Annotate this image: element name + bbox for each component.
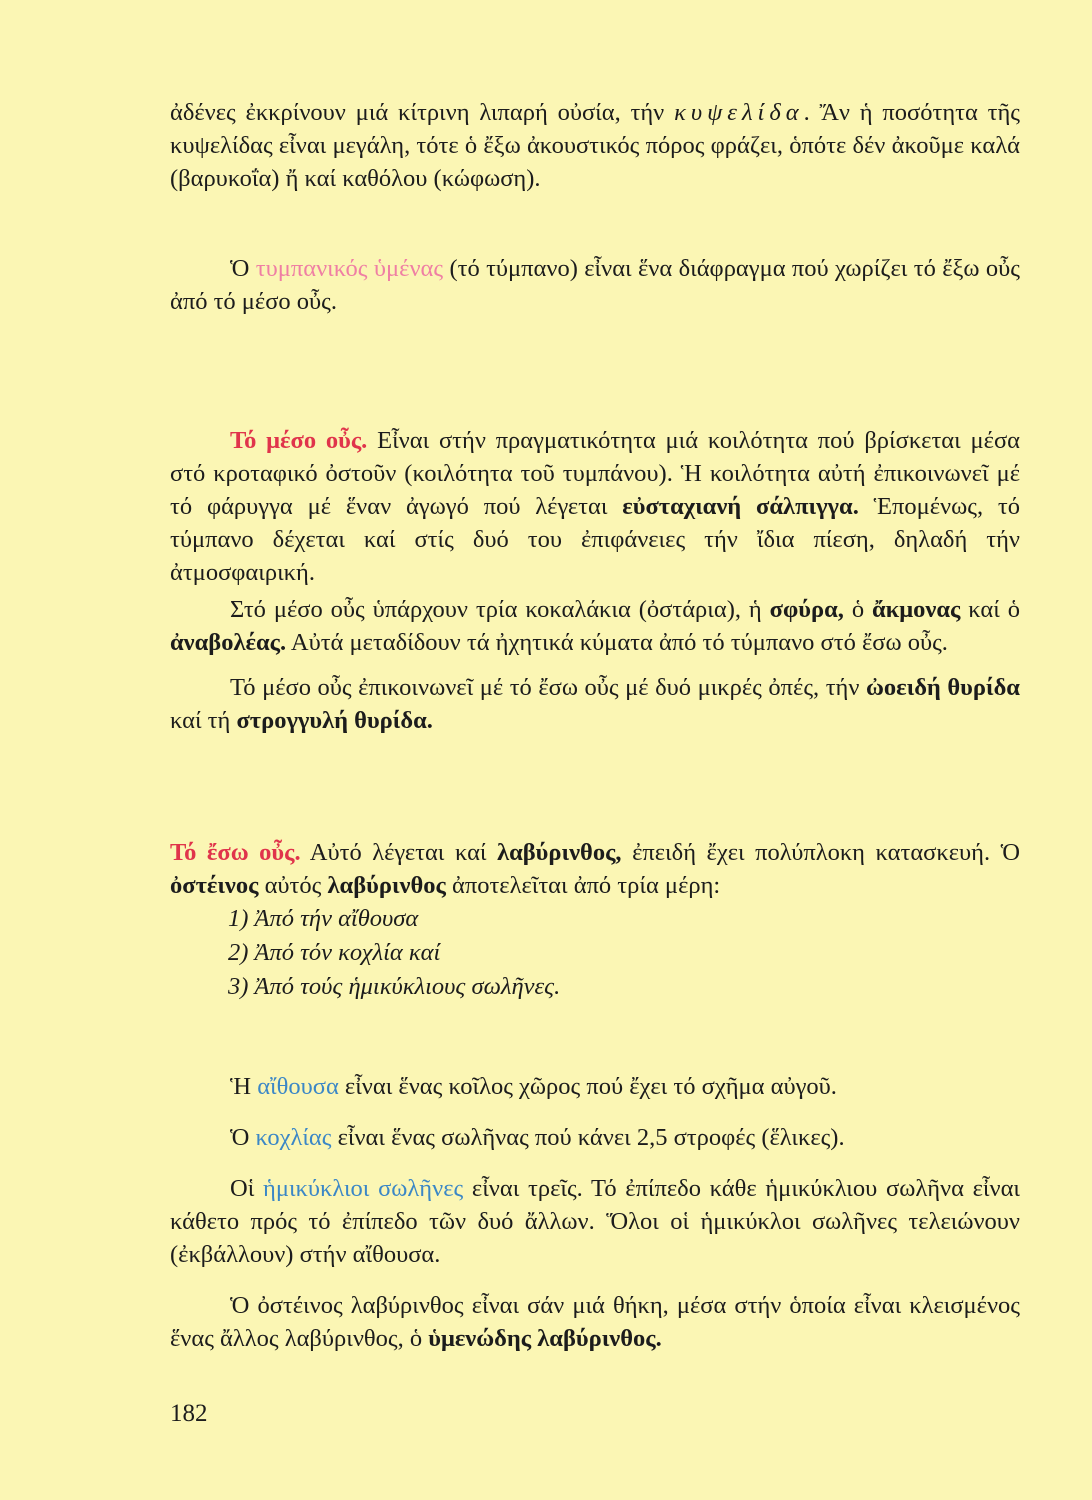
text: Στό μέσο οὖς ὑπάρχουν τρία κοκαλάκια (ὀστάρια), ἡ <box>230 596 762 623</box>
text: εἶναι ἕνας σωλῆνας πού κάνει 2,5 στροφές (ἕλικες). <box>337 1124 845 1151</box>
text: αὐτός <box>264 872 322 899</box>
text: εἶναι τρεῖς. Τό ἐπίπεδο κάθε ἡμικύκλιου σωλῆνα εἶναι κάθετο πρός τό ἐπίπεδο τῶν δυό ἄλλων. Ὅλοι οἱ ἡμικύκλοι σωλῆνες τελειώνουν (ἐκβάλλουν) στήν αἴθουσα. <box>170 1175 1021 1268</box>
text: ὁ <box>851 596 865 623</box>
section-heading-inner-ear: Τό ἔσω οὖς. <box>170 839 301 866</box>
term-oval-window: ὠοειδή θυρίδα <box>865 674 1020 701</box>
text: Ὁ ὀστέινος λαβύρινθος εἶναι σάν μιά θήκη, μέσα στήν ὁποία εἶναι κλεισμένος ἕνας ἄλλος λαβύρινθος, ὁ <box>170 1292 1020 1352</box>
inner-ear-section <box>170 836 1020 1004</box>
term-vestibule: αἴθουσα <box>257 1073 339 1100</box>
text: Ὁ <box>230 255 250 282</box>
text: Οἱ <box>230 1175 255 1202</box>
list-item: 1) Ἀπό τήν αἴθουσα <box>228 905 419 932</box>
term-labyrinth-2: λαβύρινθος <box>327 872 446 899</box>
text: . Ἄν ἡ ποσότητα τῆς κυψελίδας εἶναι μεγάλη, τότε ὁ ἔξω ἀκουστικός πόρος φράζει, ὁπότε δέν ἀκοῦμε καλά (βαρυκοΐα) ἤ καί καθόλου (κώφωση). <box>170 99 1021 192</box>
text: ἀδένες ἐκκρίνουν μιά κίτρινη λιπαρή οὐσία, τήν <box>170 99 665 126</box>
term-cochlea: κοχλίας <box>255 1124 332 1151</box>
term-incus: ἄκμονας <box>871 596 961 623</box>
text: καί ὁ <box>968 596 1021 623</box>
term-eustachian-tube: εὐσταχιανή σάλπιγγα. <box>622 493 859 520</box>
section-heading-middle-ear: Τό μέσο οὖς. <box>230 427 368 454</box>
term-bony: ὀστέινος <box>170 872 259 899</box>
page-number: 182 <box>170 1400 208 1427</box>
middle-ear-section <box>170 424 1020 737</box>
parts-section <box>170 1070 1020 1355</box>
term-malleus: σφύρα, <box>769 596 844 623</box>
outer-ear-paragraph <box>170 96 1020 195</box>
text: καί τή <box>170 707 231 734</box>
text: εἶναι ἕνας κοῖλος χῶρος πού ἔχει τό σχῆμα αὐγοῦ. <box>344 1073 837 1100</box>
term-stapes: ἀναβολέας. <box>170 629 287 656</box>
text: Ὁ <box>230 1124 250 1151</box>
text: Αὐτά μεταδίδουν τά ἠχητικά κύματα ἀπό τό τύμπανο στό ἔσω οὖς. <box>290 629 948 656</box>
labyrinth-parts-list <box>170 902 1020 1004</box>
list-item: 3) Ἀπό τούς ἡμικύκλιους σωλῆνες. <box>228 973 561 1000</box>
text: (τό τύμπανο) εἶναι ἕνα διάφραγμα πού χωρίζει τό ἔξω οὖς ἀπό τό μέσο οὖς. <box>170 255 1020 315</box>
tympanic-paragraph <box>170 252 1020 318</box>
text: Ἡ <box>230 1073 252 1100</box>
list-item: 2) Ἀπό τόν κοχλία καί <box>228 939 441 966</box>
term-membranous-labyrinth: ὑμενώδης λαβύρινθος. <box>428 1325 662 1352</box>
term-tympanic-membrane: τυμπανικός ὑμένας <box>255 255 444 282</box>
text: Εἶναι στήν πραγματικότητα μιά κοιλότητα πού βρίσκεται μέσα στό κροταφικό ὀστοῦν (κοιλότητα τοῦ τυμπάνου). Ἡ κοιλότητα αὐτή ἐπικοινωνεῖ μέ τό φάρυγγα μέ ἕναν ἀγωγό πού λέγεται <box>170 427 1020 520</box>
term-cerumen: κυψελίδα <box>674 99 804 126</box>
text: Τό μέσο οὖς ἐπικοινωνεῖ μέ τό ἔσω οὖς μέ δυό μικρές ὀπές, τήν <box>230 674 860 701</box>
text: Αὐτό λέγεται καί <box>309 839 487 866</box>
term-semicircular-canals: ἡμικύκλιοι σωλῆνες <box>263 1175 464 1202</box>
term-labyrinth: λαβύρινθος, <box>497 839 622 866</box>
text: ἀποτελεῖται ἀπό τρία μέρη: <box>451 872 721 899</box>
term-round-window: στρογγυλή θυρίδα. <box>236 707 433 734</box>
text: Ἑπομένως, τό τύμπανο δέχεται καί στίς δυό του ἐπιφάνειες τήν ἴδια πίεση, δηλαδή τήν ἀτμοσφαιρική. <box>170 493 1021 586</box>
text: ἐπειδή ἔχει πολύπλοκη κατασκευή. Ὁ <box>632 839 1021 866</box>
